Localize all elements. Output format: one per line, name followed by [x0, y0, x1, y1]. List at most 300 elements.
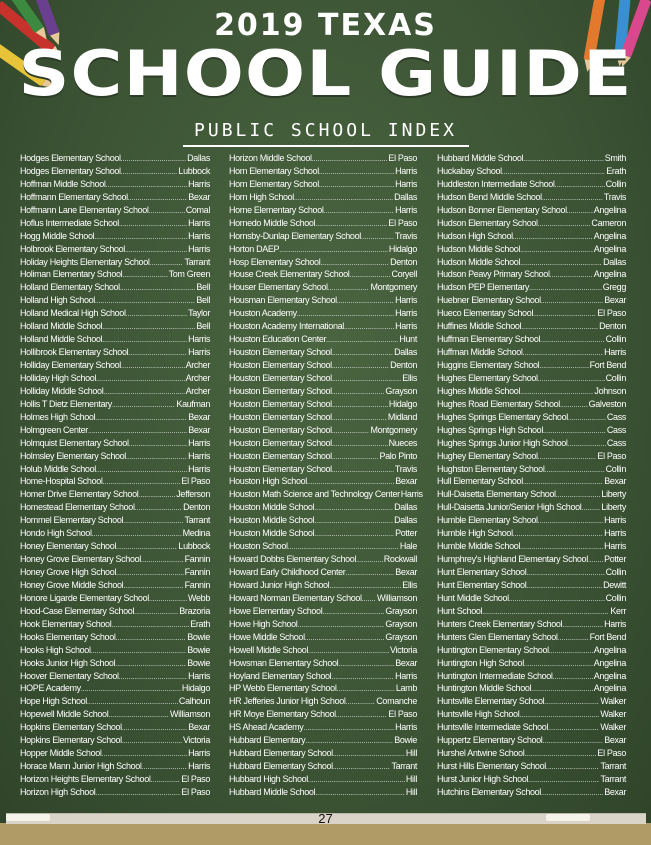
leader-dots — [332, 348, 393, 361]
county-name: Collin — [605, 463, 626, 474]
leader-dots — [332, 400, 388, 413]
list-item — [437, 501, 626, 514]
list-item — [229, 708, 417, 721]
school-name: Hueco Elementary School — [437, 308, 534, 319]
list-item — [229, 682, 417, 695]
county-name: Harris — [395, 308, 417, 319]
leader-dots — [315, 788, 405, 801]
leader-dots — [513, 529, 603, 542]
list-item — [437, 682, 626, 695]
list-item — [437, 217, 626, 230]
county-name: Calhoun — [178, 696, 210, 707]
list-item — [229, 488, 423, 501]
list-item — [20, 152, 210, 165]
leader-dots — [326, 335, 398, 348]
school-name: Hollibrook Elementary School — [20, 347, 129, 358]
list-item — [437, 204, 626, 217]
school-name: Hogg Middle School — [20, 230, 95, 241]
leader-dots — [544, 697, 599, 710]
school-name: Humphrey's Highland Elementary School — [437, 554, 588, 565]
leader-dots — [96, 465, 187, 478]
county-name: Harris — [188, 761, 210, 772]
leader-dots — [332, 361, 389, 374]
list-item — [437, 346, 626, 359]
list-item — [20, 592, 210, 605]
leader-dots — [151, 775, 181, 788]
index-column-1 — [20, 152, 210, 799]
list-item — [437, 398, 626, 411]
list-item — [437, 256, 626, 269]
school-name: Houston Academy — [229, 308, 297, 319]
county-name: Harris — [395, 204, 417, 215]
county-name: Dallas — [394, 347, 417, 358]
county-name: Tarrant — [600, 774, 626, 784]
county-name: Angelina — [593, 269, 626, 280]
leader-dots — [126, 309, 187, 322]
school-name: Holmquist Elementary School — [20, 437, 129, 448]
list-item — [437, 566, 626, 579]
list-item — [437, 514, 626, 527]
county-name: Bowie — [187, 657, 210, 668]
county-name: Angelina — [593, 230, 626, 241]
list-item — [437, 191, 626, 204]
county-name: Hill — [405, 748, 417, 759]
school-name: Hornsby-Dunlap Elementary School — [229, 230, 361, 241]
leader-dots — [550, 270, 593, 283]
page-number: 27 — [318, 811, 333, 826]
leader-dots — [544, 465, 604, 478]
list-item — [229, 734, 417, 747]
list-item — [229, 786, 417, 799]
leader-dots — [332, 387, 385, 400]
school-name: Horn Elementary School — [229, 165, 319, 176]
leader-dots — [103, 387, 184, 400]
county-name: Rockwall — [383, 554, 417, 565]
list-item — [229, 592, 417, 605]
school-name: Howe Middle School — [229, 631, 305, 642]
list-item — [437, 281, 626, 294]
leader-dots — [356, 555, 383, 568]
school-name: Hopper Middle School — [20, 748, 102, 759]
list-item — [229, 152, 417, 165]
list-item — [229, 191, 417, 204]
list-item — [437, 152, 626, 165]
county-name: Bell — [196, 282, 210, 293]
county-name: Potter — [604, 554, 626, 565]
county-name: Harris — [395, 178, 417, 189]
list-item — [229, 618, 417, 631]
county-name: Harris — [188, 450, 210, 461]
list-item — [437, 747, 626, 760]
county-name: Dallas — [394, 191, 417, 202]
school-name: Hudson PEP Elementary — [437, 282, 530, 293]
school-name: Hughston Elementary School — [437, 463, 545, 474]
school-name: Houston Middle School — [229, 515, 315, 526]
leader-dots — [549, 646, 593, 659]
school-name: Howard Dobbs Elementary School — [229, 554, 357, 565]
floor — [0, 823, 651, 845]
leader-dots — [120, 283, 196, 296]
school-name: Hudson Middle School — [437, 243, 521, 254]
county-name: Harris — [395, 321, 417, 332]
list-item — [229, 605, 417, 618]
leader-dots — [121, 361, 185, 374]
county-name: Archer — [185, 385, 210, 396]
county-name: Harris — [188, 437, 210, 448]
school-name: Hunt Elementary School — [437, 567, 527, 577]
school-name: Huebner Elementary School — [437, 295, 541, 306]
list-item — [20, 424, 210, 437]
county-name: Coryell — [391, 269, 417, 280]
leader-dots — [111, 620, 189, 633]
county-name: Cass — [606, 424, 626, 435]
county-name: Ellis — [402, 372, 417, 383]
list-item — [229, 333, 417, 346]
school-name: Hughes Middle School — [437, 385, 521, 396]
county-name: Harris — [604, 528, 626, 539]
school-name: Huffman Elementary School — [437, 334, 541, 345]
index-column-3 — [437, 152, 626, 799]
list-item — [437, 178, 626, 191]
county-name: Fannin — [184, 567, 210, 577]
county-name: Harris — [395, 722, 417, 733]
leader-dots — [344, 322, 394, 335]
school-name: Honey Elementary School — [20, 541, 117, 552]
list-item — [20, 540, 210, 553]
leader-dots — [134, 607, 178, 620]
school-name: Huntington High School — [437, 657, 524, 668]
leader-dots — [122, 270, 167, 283]
county-name: Montgomery — [370, 424, 417, 435]
leader-dots — [558, 633, 589, 646]
leader-dots — [122, 736, 182, 749]
school-name: Hunters Creek Elementary School — [437, 618, 563, 629]
school-name: Houston Elementary School — [229, 360, 332, 370]
list-item — [20, 695, 210, 708]
school-name: HP Webb Elementary School — [229, 683, 337, 694]
county-name: Bexar — [604, 786, 626, 797]
school-name: Huntington Intermediate School — [437, 670, 553, 681]
list-item — [229, 579, 417, 592]
leader-dots — [305, 633, 385, 646]
list-item — [20, 708, 210, 721]
school-name: Hubbard Elementary School — [229, 748, 333, 759]
list-item — [437, 605, 626, 618]
county-name: Grayson — [385, 605, 417, 616]
leader-dots — [526, 568, 604, 581]
county-name: Collin — [605, 592, 626, 603]
leader-dots — [541, 788, 603, 801]
list-item — [437, 268, 626, 281]
county-name: Travis — [394, 463, 417, 474]
county-name: Tarrant — [600, 761, 626, 772]
list-item — [437, 488, 626, 501]
county-name: Kerr — [610, 605, 626, 616]
school-name: Howard Early Childhood Center — [229, 567, 346, 577]
leader-dots — [546, 762, 600, 775]
list-item — [20, 359, 210, 372]
school-name: Hoover Elementary School — [20, 670, 119, 681]
list-item — [437, 721, 626, 734]
list-item — [437, 475, 626, 488]
list-item — [437, 463, 626, 476]
page-title: SCHOOL GUIDE — [18, 37, 633, 110]
county-name: Erath — [190, 618, 210, 629]
school-name: Holland Medical High School — [20, 308, 126, 319]
list-item — [229, 230, 417, 243]
list-item — [20, 217, 210, 230]
list-item — [20, 333, 210, 346]
school-name: Hubbard High School — [229, 774, 308, 784]
county-name: Brazoria — [179, 605, 210, 616]
list-item — [437, 579, 626, 592]
school-name: Hudson Middle School — [437, 256, 521, 267]
leader-dots — [121, 154, 186, 167]
county-name: Lubbock — [178, 541, 210, 552]
leader-dots — [129, 439, 187, 452]
leader-dots — [96, 374, 185, 387]
list-item — [229, 450, 417, 463]
county-name: Harris — [395, 295, 417, 306]
list-item — [20, 721, 210, 734]
county-name: Harris — [188, 334, 210, 345]
school-name: Horizon Middle School — [229, 153, 312, 163]
county-name: Medina — [182, 528, 210, 539]
school-name: Howard Junior High School — [229, 579, 330, 590]
school-name: Humble Middle School — [437, 541, 521, 552]
list-item — [20, 437, 210, 450]
leader-dots — [538, 516, 603, 529]
list-item — [20, 294, 210, 307]
list-item — [20, 204, 210, 217]
leader-dots — [135, 503, 182, 516]
county-name: El Paso — [181, 786, 210, 797]
county-name: Bexar — [604, 295, 626, 306]
county-name: Travis — [603, 191, 626, 202]
leader-dots — [332, 465, 394, 478]
county-name: Tarrant — [391, 761, 417, 772]
list-item — [437, 786, 626, 799]
list-item — [229, 346, 417, 359]
leader-dots — [126, 452, 187, 465]
county-name: Bexar — [604, 476, 626, 487]
school-name: HR Moye Elementary School — [229, 709, 336, 720]
school-name: Huntington Middle School — [437, 683, 532, 694]
school-name: Houston School — [229, 541, 288, 552]
school-name: Hughey Elementary School — [437, 450, 538, 461]
county-name: Smith — [604, 153, 626, 163]
county-name: El Paso — [388, 709, 417, 720]
school-name: Hurst Hills Elementary School — [437, 761, 546, 772]
school-name: Howard Norman Elementary School — [229, 592, 362, 603]
county-name: Denton — [390, 256, 417, 267]
county-name: Lamb — [395, 683, 417, 694]
school-name: Howell Middle School — [229, 644, 309, 655]
school-name: Homestead Elementary School — [20, 502, 135, 513]
list-item — [20, 488, 210, 501]
county-name: Comanche — [376, 696, 417, 707]
school-name: Hudson Elementary School — [437, 217, 538, 228]
county-name: Angelina — [593, 243, 626, 254]
school-name: Howe High School — [229, 618, 298, 629]
school-name: Howe Elementary School — [229, 605, 323, 616]
school-name: Holland Elementary School — [20, 282, 120, 293]
school-name: HR Jefferies Junior High School — [229, 696, 346, 707]
county-name: Walker — [600, 696, 626, 707]
county-name: Tarrant — [184, 515, 210, 526]
school-name: Hook Elementary School — [20, 618, 112, 629]
list-item — [20, 605, 210, 618]
list-item — [20, 657, 210, 670]
leader-dots — [588, 555, 603, 568]
list-item — [437, 307, 626, 320]
list-item — [20, 346, 210, 359]
school-name: Hull-Daisetta Elementary School — [437, 489, 556, 500]
list-item — [437, 618, 626, 631]
list-item — [20, 475, 210, 488]
school-name: Hunt Elementary School — [437, 579, 527, 590]
county-name: Williamson — [376, 592, 417, 603]
list-item — [20, 747, 210, 760]
index-column-2 — [229, 152, 423, 799]
list-item — [437, 644, 626, 657]
county-name: El Paso — [597, 450, 626, 461]
list-item — [20, 631, 210, 644]
list-item — [229, 760, 417, 773]
school-name: Hughes Elementary School — [437, 372, 538, 383]
list-item — [20, 760, 210, 773]
list-item — [20, 463, 210, 476]
school-name: Hooks Elementary School — [20, 631, 116, 642]
school-name: Houston Elementary School — [229, 450, 332, 461]
county-name: Harris — [604, 618, 626, 629]
school-name: Horn Elementary School — [229, 178, 319, 189]
list-item — [437, 631, 626, 644]
school-name: Holbrook Elementary School — [20, 243, 125, 254]
school-name: Holliday Elementary School — [20, 360, 121, 370]
county-name: Denton — [599, 321, 626, 332]
leader-dots — [568, 413, 606, 426]
county-name: Harris — [188, 178, 210, 189]
leader-dots — [542, 736, 603, 749]
list-item — [20, 230, 210, 243]
county-name: Bexar — [188, 424, 210, 435]
school-name: Huddleston Intermediate School — [437, 178, 555, 189]
school-name: Holland Middle School — [20, 321, 103, 332]
leader-dots — [314, 503, 393, 516]
county-name: Grayson — [385, 618, 417, 629]
leader-dots — [338, 659, 394, 672]
header-year: 2019 TEXAS — [214, 8, 437, 43]
leader-dots — [123, 516, 183, 529]
leader-dots — [538, 219, 591, 232]
leader-dots — [308, 775, 405, 788]
school-name: Hoffmann Lane Elementary School — [20, 204, 149, 215]
list-item — [229, 294, 417, 307]
list-item — [229, 385, 417, 398]
list-item — [229, 631, 417, 644]
school-name: Hurst Junior High School — [437, 774, 529, 784]
leader-dots — [314, 529, 394, 542]
school-name: Hughes Springs Elementary School — [437, 411, 568, 422]
list-item — [20, 165, 210, 178]
list-item — [229, 424, 417, 437]
county-name: Hill — [405, 786, 417, 797]
school-name: Houston Elementary School — [229, 463, 332, 474]
school-name: House Creek Elementary School — [229, 269, 350, 280]
leader-dots — [138, 490, 175, 503]
county-name: Harris — [395, 670, 417, 681]
list-item — [437, 553, 626, 566]
school-name: Hubbard Middle School — [437, 153, 524, 163]
leader-dots — [555, 180, 605, 193]
list-item — [20, 514, 210, 527]
leader-dots — [581, 503, 600, 516]
county-name: Hill — [405, 774, 417, 784]
list-item — [229, 695, 417, 708]
list-item — [229, 527, 417, 540]
county-name: Dallas — [394, 502, 417, 513]
list-item — [20, 527, 210, 540]
county-name: Collin — [605, 372, 626, 383]
list-item — [229, 540, 417, 553]
county-name: Denton — [183, 502, 210, 513]
school-name: Horizon High School — [20, 786, 96, 797]
school-name: Holmes High School — [20, 411, 96, 422]
school-name: Hopkins Elementary School — [20, 722, 122, 733]
school-name: Holmsley Elementary School — [20, 450, 126, 461]
school-name: Houston Elementary School — [229, 411, 332, 422]
county-name: El Paso — [181, 476, 210, 487]
list-item — [229, 773, 417, 786]
school-name: Houston Middle School — [229, 528, 315, 539]
list-item — [229, 721, 417, 734]
school-name: Humble Elementary School — [437, 515, 538, 526]
list-item — [20, 281, 210, 294]
county-name: Jefferson — [176, 489, 210, 500]
list-item — [437, 372, 626, 385]
school-name: Hope High School — [20, 696, 87, 707]
leader-dots — [116, 568, 184, 581]
county-name: Palo Pinto — [379, 450, 417, 461]
list-item — [20, 411, 210, 424]
county-name: Tom Green — [168, 269, 210, 280]
list-item — [20, 450, 210, 463]
school-name: Hommel Elementary School — [20, 515, 124, 526]
leader-dots — [513, 232, 593, 245]
leader-dots — [319, 180, 394, 193]
leader-dots — [115, 659, 186, 672]
leader-dots — [331, 672, 394, 685]
list-item — [229, 178, 417, 191]
list-item — [229, 204, 417, 217]
county-name: Hidalgo — [181, 683, 210, 694]
county-name: Bexar — [604, 735, 626, 746]
county-name: Fort Bend — [589, 360, 626, 370]
school-name: Huckabay School — [437, 165, 502, 176]
list-item — [437, 411, 626, 424]
list-item — [229, 670, 417, 683]
leader-dots — [324, 206, 395, 219]
list-item — [20, 307, 210, 320]
county-name: Galveston — [588, 398, 626, 409]
leader-dots — [509, 594, 605, 607]
school-name: Holland Middle School — [20, 334, 103, 345]
leader-dots — [116, 633, 187, 646]
county-name: Kaufman — [176, 398, 210, 409]
county-name: Archer — [185, 360, 210, 370]
list-item — [20, 178, 210, 191]
